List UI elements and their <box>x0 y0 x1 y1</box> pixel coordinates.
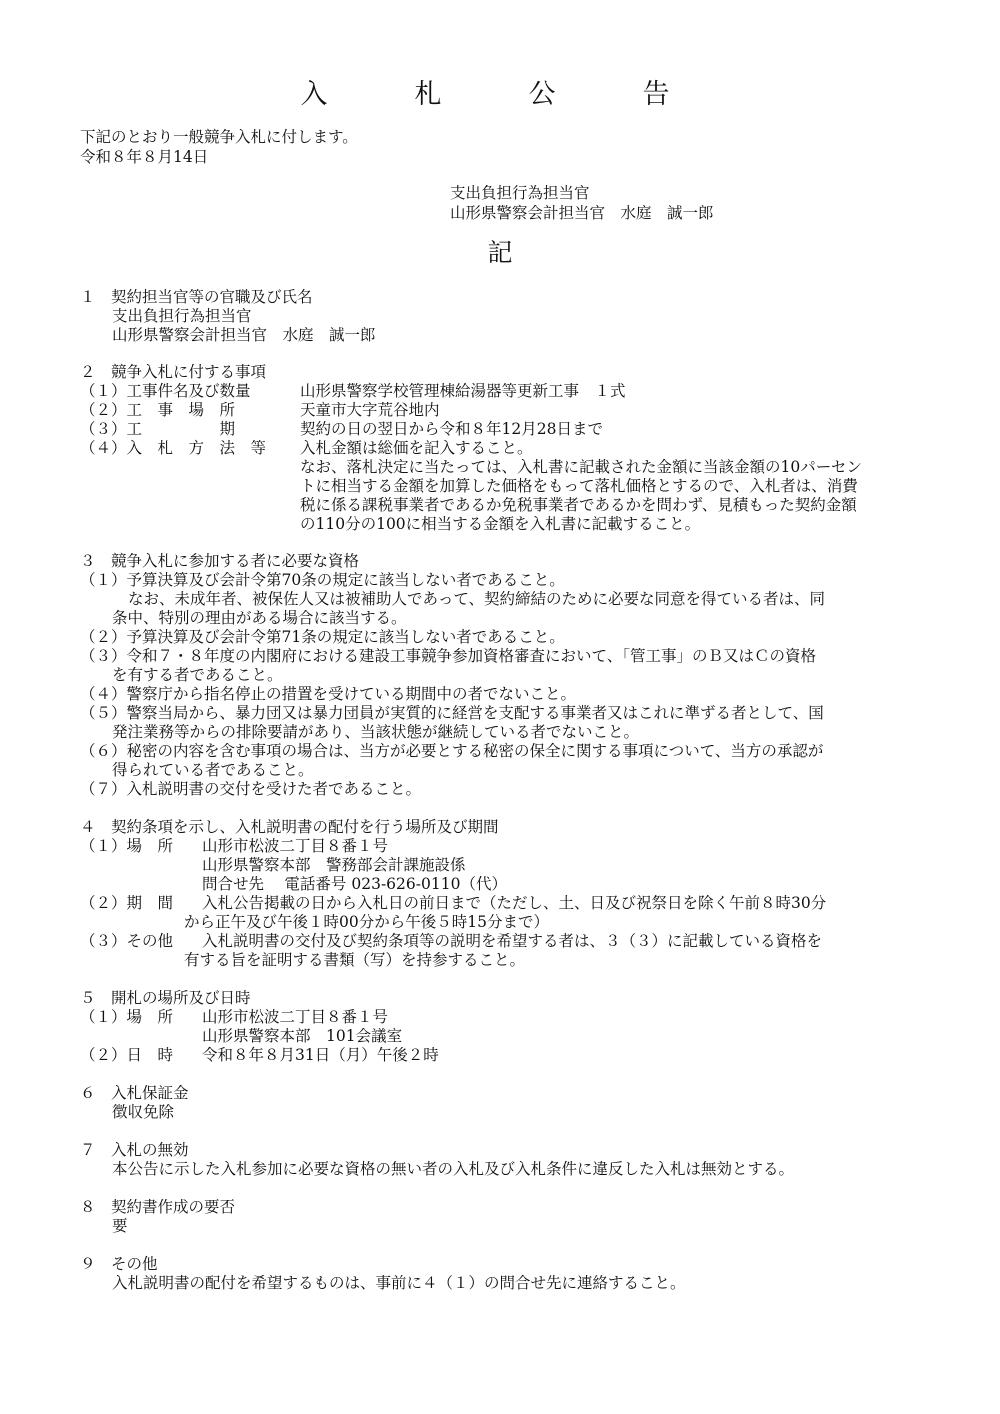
section-6-heading: ６ 入札保証金 <box>80 1084 189 1102</box>
qualification-item-continued: なお、未成年者、被保佐人又は被補助人であって、契約締結のために必要な同意を得ている者は、同 <box>128 590 826 608</box>
section-7-body: 本公告に示した入札参加に必要な資格の無い者の入札及び入札条件に違反した入札は無効とする。 <box>112 1160 795 1178</box>
item-value-continued: から正午及び午後１時00分から午後５時15分まで） <box>184 913 549 931</box>
item-label: （１）場 所 <box>80 1008 174 1026</box>
item-value-continued: の110分の100に相当する金額を入札書に記載すること。 <box>300 515 701 533</box>
issuer-name: 山形県警察会計担当官 水庭 誠一郎 <box>450 204 714 222</box>
opening-datetime: 令和８年８月31日（月）午後２時 <box>202 1046 439 1064</box>
item-label: （４）入 札 方 法 等 <box>80 439 267 457</box>
item-value: 入札説明書の交付及び契約条項等の説明を希望する者は、３（３）に記載している資格を <box>202 932 823 950</box>
section-7-heading: ７ 入札の無効 <box>80 1141 189 1159</box>
contact-phone: 問合せ先 電話番号 023-626-0110（代） <box>202 875 507 893</box>
section-9-body: 入札説明書の配付を希望するものは、事前に４（１）の問合せ先に連絡すること。 <box>112 1274 686 1292</box>
qualification-item: （２）予算決算及び会計令第71条の規定に該当しない者であること。 <box>80 628 565 646</box>
section-8-body: 要 <box>112 1217 128 1235</box>
item-label: （１）工事件名及び数量 <box>80 382 251 400</box>
section-5-heading: ５ 開札の場所及び日時 <box>80 989 251 1007</box>
item-label: （２）期 間 <box>80 894 174 912</box>
item-value: 山形県警察本部 101会議室 <box>202 1027 403 1045</box>
qualification-item: （３）令和７・８年度の内閣府における建設工事競争参加資格審査において、「管工事」のＢ又はＣの資格 <box>80 647 816 665</box>
section-4-heading: ４ 契約条項を示し、入札説明書の配付を行う場所及び期間 <box>80 818 499 836</box>
qualification-item: （５）警察当局から、暴力団又は暴力団員が実質的に経営を支配する事業者又はこれに準ずる者として、国 <box>80 704 824 722</box>
item-label: （３）その他 <box>80 932 174 950</box>
section-9-heading: ９ その他 <box>80 1255 158 1273</box>
section-6-body: 徴収免除 <box>112 1103 175 1121</box>
section-1-heading: １ 契約担当官等の官職及び氏名 <box>80 288 313 306</box>
item-value: 山形市松波二丁目８番１号 <box>202 1008 389 1026</box>
item-value: 入札公告掲載の日から入札日の前日まで（ただし、土、日及び祝祭日を除く午前８時30分 <box>202 894 827 912</box>
qualification-item-continued: 得られている者であること。 <box>112 761 314 779</box>
section-1-line: 支出負担行為担当官 <box>112 307 252 325</box>
ki-heading: 記 <box>487 238 513 267</box>
qualification-item: （４）警察庁から指名停止の措置を受けている期間中の者でないこと。 <box>80 685 577 703</box>
notice-title: 入 札 公 告 <box>300 79 700 110</box>
item-value: 天童市大字荒谷地内 <box>300 401 440 419</box>
item-label: （２）日 時 <box>80 1046 174 1064</box>
qualification-item-continued: 発注業務等からの排除要請があり、当該状態が継続している者でないこと。 <box>112 723 640 741</box>
qualification-item: （１）予算決算及び会計令第70条の規定に該当しない者であること。 <box>80 571 565 589</box>
item-value: 契約の日の翌日から令和８年12月28日まで <box>300 420 603 438</box>
item-value: 入札金額は総価を記入すること。 <box>300 439 533 457</box>
section-1-line: 山形県警察会計担当官 水庭 誠一郎 <box>112 326 376 344</box>
item-value-continued: トに相当する金額を加算した価格をもって落札価格とするので、入札者は、消費 <box>300 477 858 495</box>
qualification-item-continued: 条中、特別の理由がある場合に該当する。 <box>112 609 407 627</box>
item-value: 山形市松波二丁目８番１号 <box>202 837 389 855</box>
section-8-heading: ８ 契約書作成の要否 <box>80 1198 236 1216</box>
item-label: （２）工 事 場 所 <box>80 401 236 419</box>
notice-date: 令和８年８月14日 <box>80 148 209 166</box>
qualification-item: （７）入札説明書の交付を受けた者であること。 <box>80 780 422 798</box>
section-2-heading: ２ 競争入札に付する事項 <box>80 363 267 381</box>
item-label: （１）場 所 <box>80 837 174 855</box>
qualification-item-continued: を有する者であること。 <box>112 666 283 684</box>
item-value: 山形県警察学校管理棟給湯器等更新工事 １式 <box>300 382 626 400</box>
issuer-title: 支出負担行為担当官 <box>450 184 590 202</box>
item-value-continued: 税に係る課税事業者であるか免税事業者であるかを問わず、見積もった契約金額 <box>300 496 857 514</box>
qualification-item: （６）秘密の内容を含む事項の場合は、当方が必要とする秘密の保全に関する事項について、当方の承認が <box>80 742 824 760</box>
item-value: 山形県警察本部 警務部会計課施設係 <box>202 856 466 874</box>
item-value-continued: なお、落札決定に当たっては、入札書に記載された金額に当該金額の10パーセン <box>300 458 862 476</box>
item-value-continued: 有する旨を証明する書類（写）を持参すること。 <box>184 951 526 969</box>
section-3-heading: ３ 競争入札に参加する者に必要な資格 <box>80 552 360 570</box>
item-label: （３）工 期 <box>80 420 236 438</box>
intro-text: 下記のとおり一般競争入札に付します。 <box>80 128 358 146</box>
